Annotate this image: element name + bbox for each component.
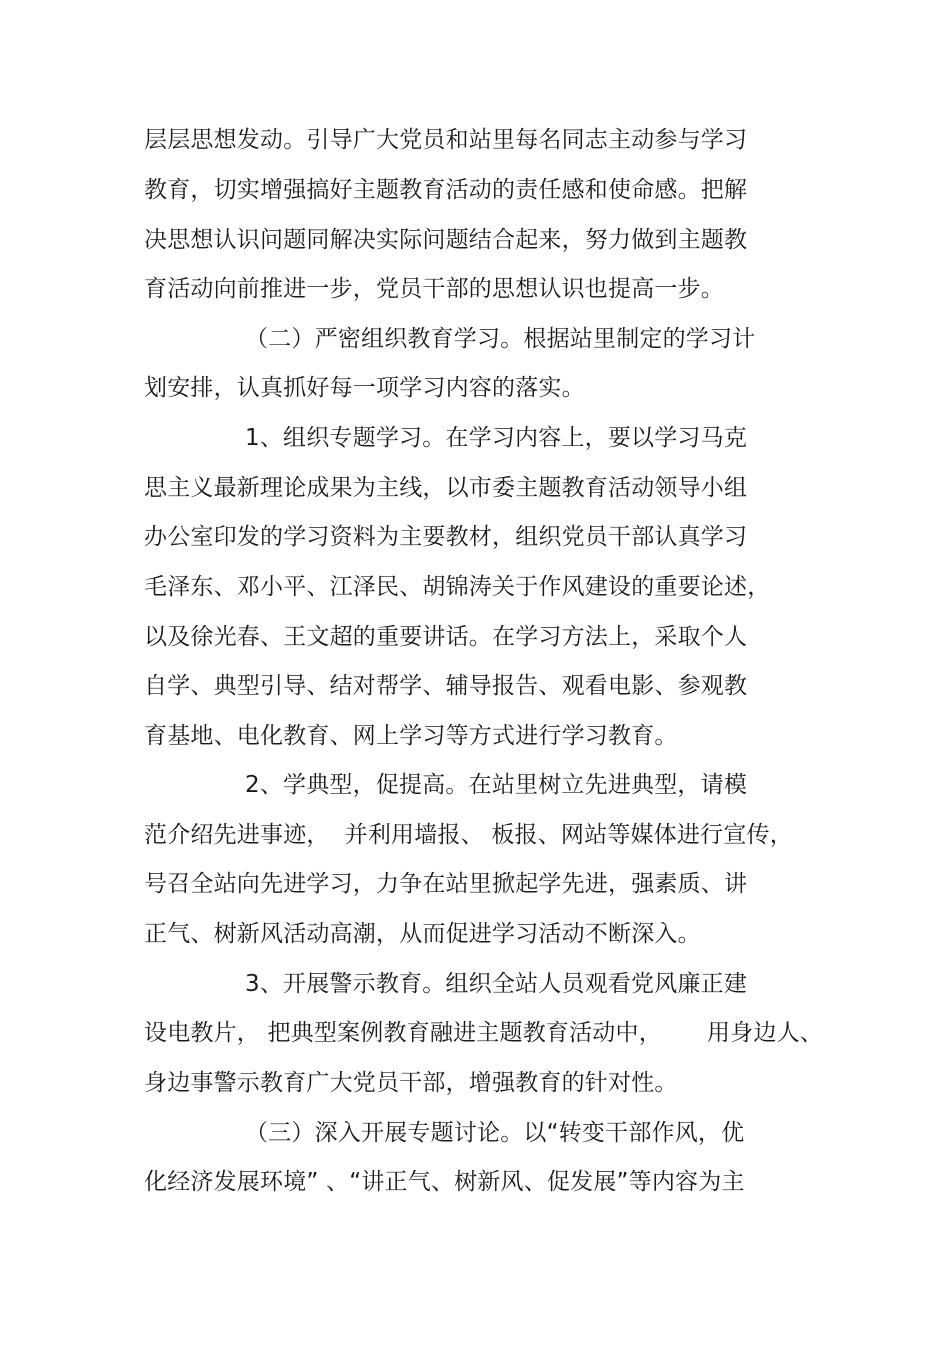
item-heading-1: 1、组织专题学习。在学习内容上，要以学习马克 xyxy=(245,425,748,451)
text-line: 育基地、电化教育、网上学习等方式进行学习教育。 xyxy=(144,723,678,749)
text-line: 划安排，认真抓好每一项学习内容的落实。 xyxy=(144,375,585,401)
text-line: 思主义最新理论成果为主线，以市委主题教育活动领导小组 xyxy=(144,475,748,501)
text-line: 范介绍先进事迹， 并利用墙报、 板报、网站等媒体进行宣传， xyxy=(144,822,793,848)
text-line: 自学、典型引导、结对帮学、辅导报告、观看电影、参观教 xyxy=(144,673,748,699)
text-line: 毛泽东、邓小平、江泽民、胡锦涛关于作风建设的重要论述， xyxy=(144,574,771,600)
text-line: 正气、树新风活动高潮，从而促进学习活动不断深入。 xyxy=(144,921,701,947)
item-heading-3: 3、开展警示教育。组织全站人员观看党风廉正建 xyxy=(245,971,748,997)
text-line: 以及徐光春、王文超的重要讲话。在学习方法上，采取个人 xyxy=(144,624,748,650)
text-line: 设电教片， 把典型案例教育融进主题教育活动中， 用身边人、 xyxy=(144,1020,823,1046)
section-heading-3: （三）深入开展专题讨论。以“转变干部作风，优 xyxy=(245,1120,745,1146)
text-line: 号召全站向先进学习，力争在站里掀起学先进，强素质、讲 xyxy=(144,871,748,897)
section-heading-2: （二）严密组织教育学习。根据站里制定的学习计 xyxy=(245,326,756,352)
text-line: 身边事警示教育广大党员干部，增强教育的针对性。 xyxy=(144,1070,678,1096)
text-line: 层层思想发动。引导广大党员和站里每名同志主动参与学习 xyxy=(144,127,748,153)
text-line: 办公室印发的学习资料为主要教材，组织党员干部认真学习 xyxy=(144,524,748,550)
item-heading-2: 2、学典型，促提高。在站里树立先进典型，请模 xyxy=(245,772,748,798)
text-line: 育活动向前推进一步，党员干部的思想认识也提高一步。 xyxy=(144,276,724,302)
text-line: 化经济发展环境” 、“讲正气、树新风、促发展”等内容为主 xyxy=(144,1169,745,1195)
text-line: 决思想认识问题同解决实际问题结合起来，努力做到主题教 xyxy=(144,227,748,253)
text-line: 教育，切实增强搞好主题教育活动的责任感和使命感。把解 xyxy=(144,177,748,203)
